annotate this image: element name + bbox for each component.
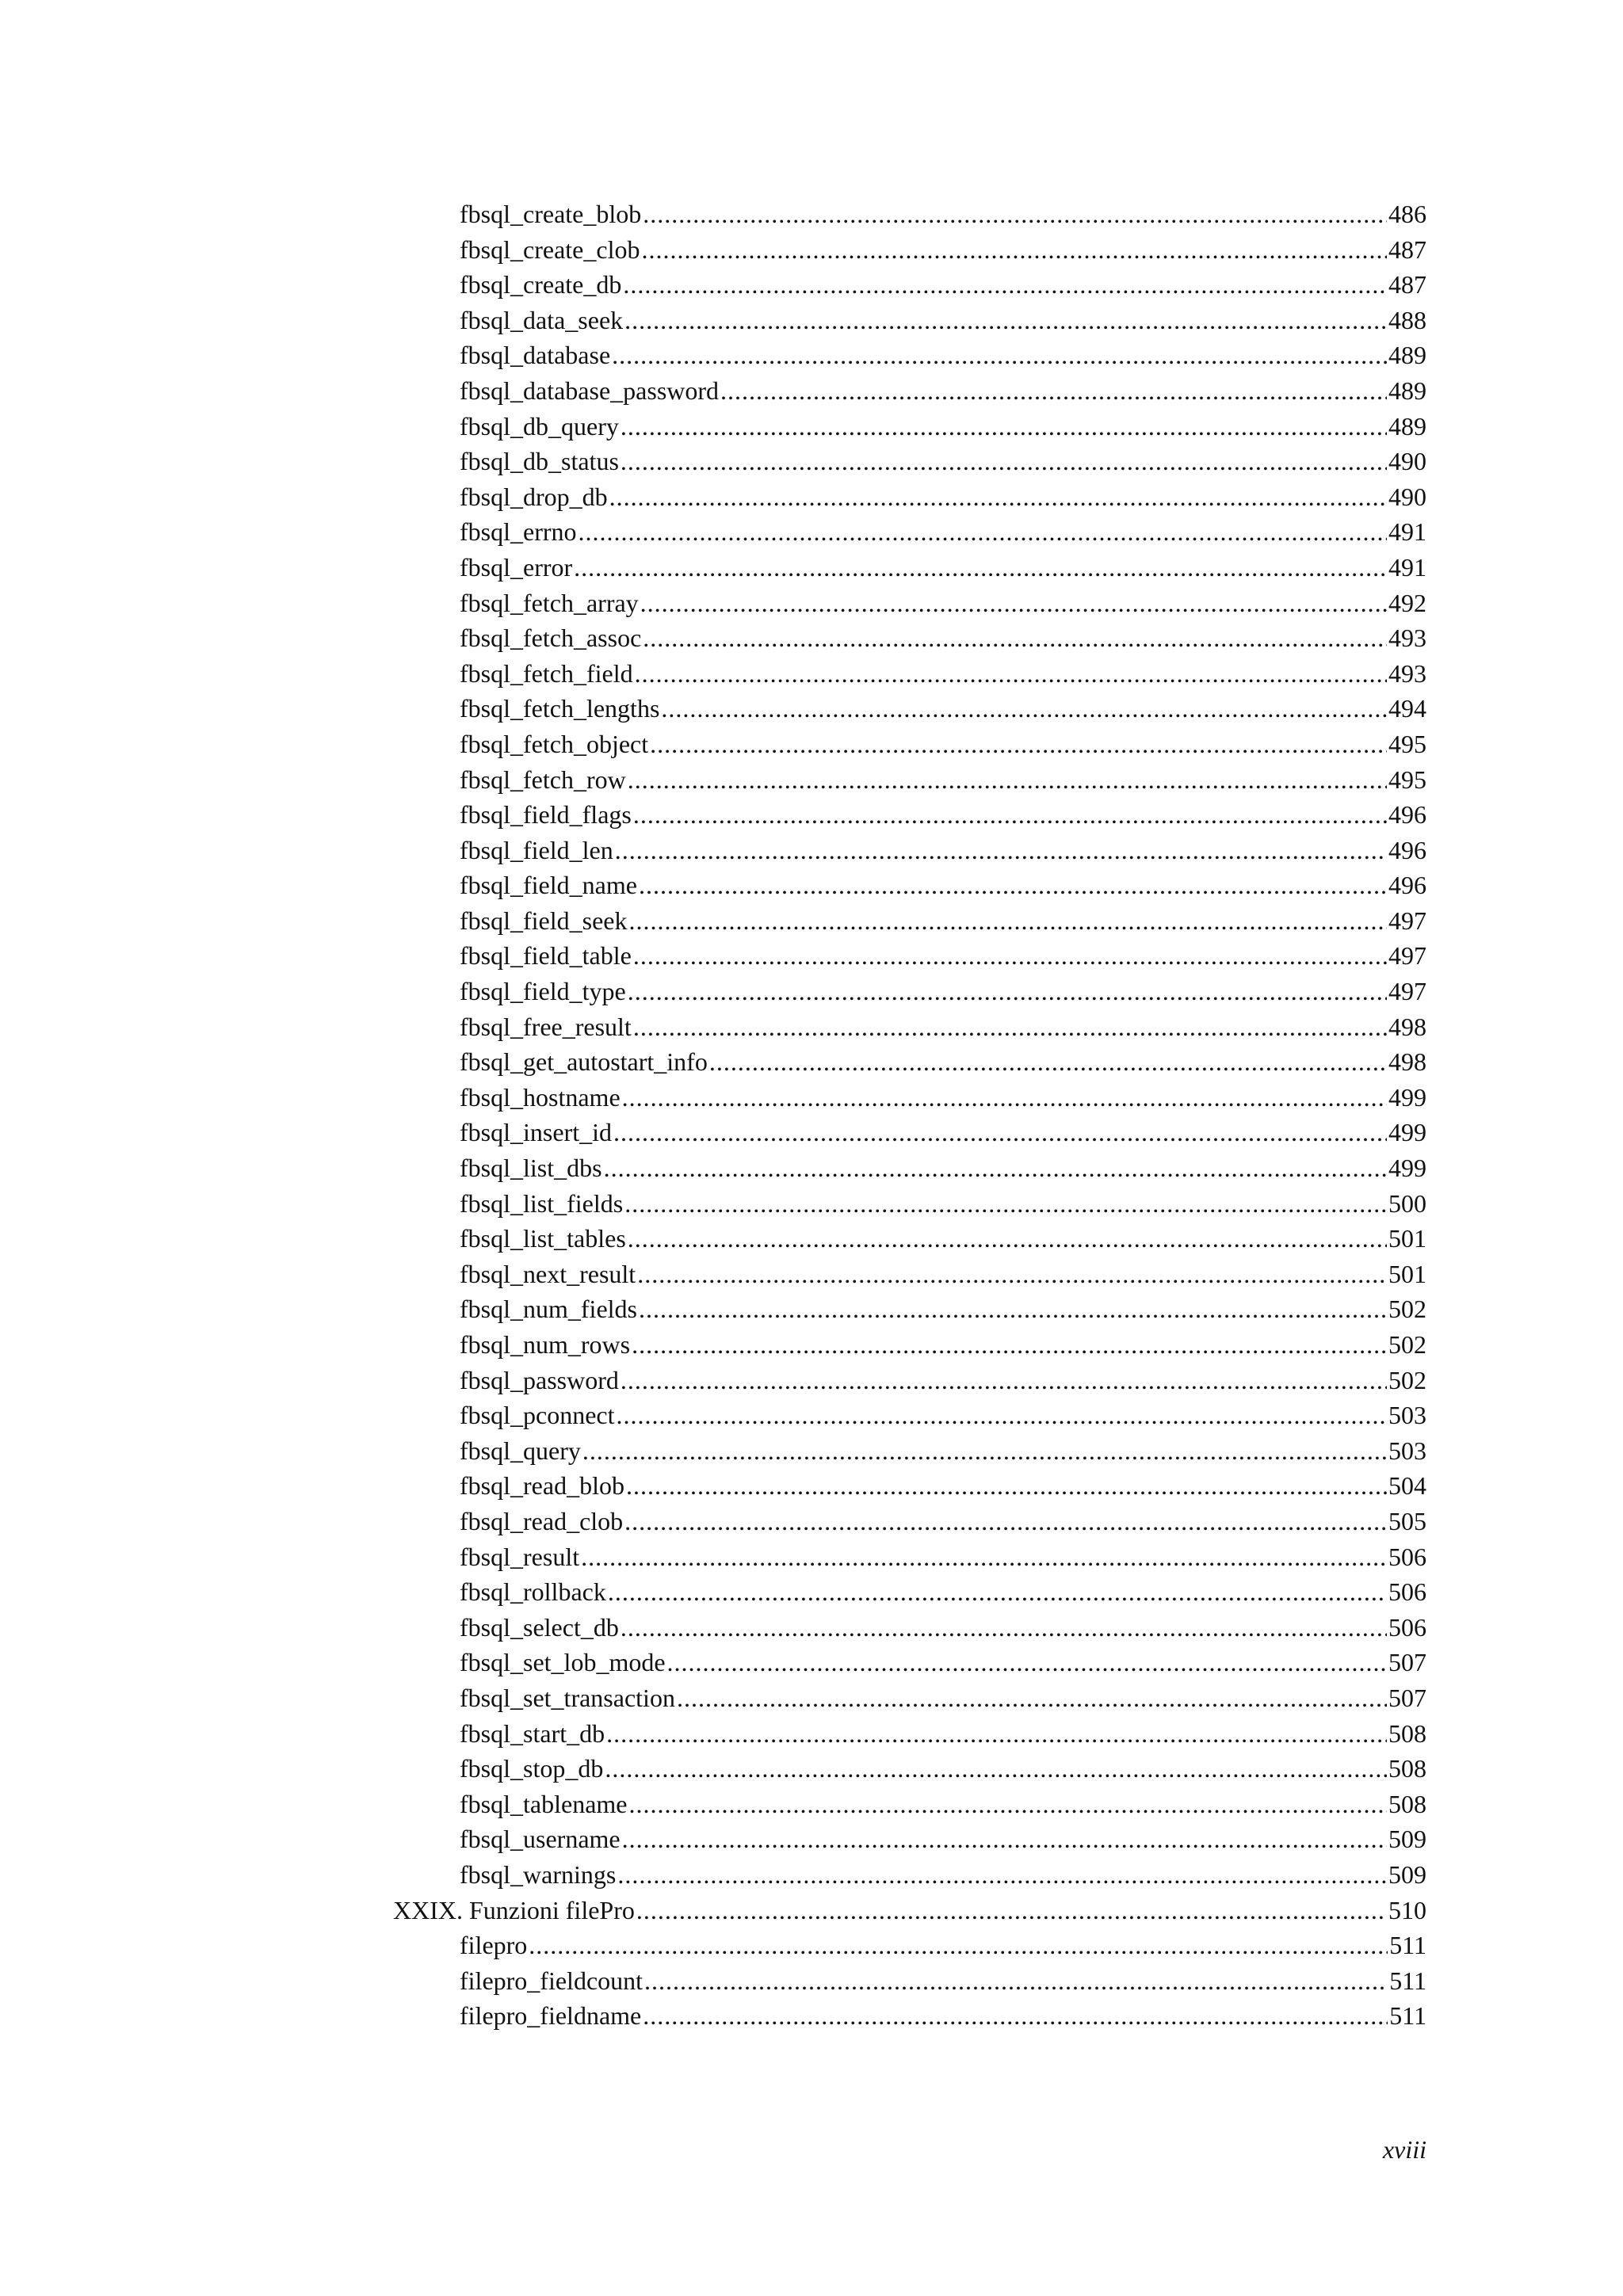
toc-entry-title: filepro_fieldname	[460, 2001, 642, 2031]
toc-entry-page: 491	[1388, 517, 1426, 547]
toc-entry-page: 499	[1388, 1082, 1426, 1112]
toc-leader-dots	[641, 232, 1387, 268]
toc-entry[interactable]	[393, 373, 1426, 409]
toc-entry[interactable]	[393, 1468, 1426, 1504]
toc-entry-title: fbsql_list_fields	[460, 1188, 624, 1218]
toc-entry-page: 511	[1389, 2001, 1426, 2031]
toc-entry[interactable]	[393, 1821, 1426, 1857]
toc-entry-page: 506	[1388, 1577, 1426, 1607]
toc-entry-page: 498	[1388, 1012, 1426, 1041]
toc-entry-page: 497	[1388, 977, 1426, 1006]
toc-entry[interactable]	[393, 1574, 1426, 1610]
toc-entry-title: fbsql_next_result	[460, 1259, 636, 1288]
toc-entry[interactable]	[393, 1963, 1426, 1999]
toc-entry[interactable]	[393, 727, 1426, 762]
toc-entry-title: fbsql_num_fields	[460, 1295, 637, 1324]
toc-entry-title: fbsql_database_password	[460, 376, 720, 405]
toc-entry[interactable]	[393, 762, 1426, 798]
toc-leader-dots	[605, 1751, 1387, 1787]
toc-entry[interactable]	[393, 267, 1426, 303]
toc-entry-page: 490	[1388, 447, 1426, 476]
toc-leader-dots	[606, 1716, 1387, 1752]
toc-chapter-entry[interactable]	[393, 1893, 1426, 1928]
toc-entry-title: fbsql_db_status	[460, 447, 619, 476]
toc-entry[interactable]	[393, 1998, 1426, 2034]
toc-entry-page: 509	[1388, 1859, 1426, 1889]
toc-entry[interactable]	[393, 1398, 1426, 1433]
toc-entry[interactable]	[393, 1363, 1426, 1398]
toc-leader-dots	[720, 373, 1387, 409]
toc-entry-page: 498	[1388, 1047, 1426, 1077]
toc-entry[interactable]	[393, 1857, 1426, 1893]
toc-entry-page: 496	[1388, 871, 1426, 900]
toc-entry-title: fbsql_read_blob	[460, 1471, 624, 1501]
toc-entry[interactable]	[393, 903, 1426, 939]
toc-entry[interactable]	[393, 1433, 1426, 1469]
toc-entry-page: 495	[1388, 729, 1426, 758]
toc-leader-dots	[628, 1221, 1387, 1257]
toc-entry-title: fbsql_list_dbs	[460, 1154, 602, 1183]
toc-leader-dots	[643, 196, 1387, 232]
toc-leader-dots	[529, 1928, 1388, 1963]
toc-entry-page: 494	[1388, 694, 1426, 723]
toc-leader-dots	[624, 303, 1387, 338]
toc-entry[interactable]	[393, 585, 1426, 621]
toc-entry-title: fbsql_fetch_field	[460, 658, 633, 688]
toc-entry-page: 503	[1388, 1436, 1426, 1465]
toc-entry-page: 508	[1388, 1754, 1426, 1783]
toc-entry[interactable]	[393, 868, 1426, 903]
toc-entry-title: fbsql_insert_id	[460, 1118, 612, 1147]
toc-entry[interactable]	[393, 550, 1426, 585]
toc-entry[interactable]	[393, 1080, 1426, 1116]
toc-entry-title: fbsql_create_blob	[460, 200, 642, 228]
toc-entry[interactable]	[393, 196, 1426, 232]
toc-leader-dots	[643, 620, 1387, 656]
toc-entry-page: 486	[1388, 200, 1426, 228]
toc-entry-title: fbsql_field_flags	[460, 800, 632, 830]
toc-leader-dots	[667, 1645, 1387, 1680]
toc-entry[interactable]	[393, 1327, 1426, 1363]
toc-leader-dots	[621, 1610, 1387, 1646]
toc-leader-dots	[640, 585, 1387, 621]
toc-leader-dots	[622, 1080, 1387, 1116]
toc-entry-title: fbsql_data_seek	[460, 305, 624, 334]
toc-entry-title: fbsql_database	[460, 341, 611, 370]
toc-entry-page: 510	[1388, 1895, 1426, 1924]
toc-entry-page: 502	[1388, 1330, 1426, 1359]
toc-entry-title: fbsql_num_rows	[460, 1330, 631, 1359]
toc-entry-page: 489	[1388, 341, 1426, 370]
toc-entry-title: fbsql_fetch_lengths	[460, 694, 660, 723]
toc-entry-page: 502	[1388, 1295, 1426, 1324]
toc-leader-dots	[613, 1115, 1387, 1150]
toc-entry-title: fbsql_fetch_row	[460, 765, 626, 794]
toc-leader-dots	[617, 1398, 1388, 1433]
toc-entry-page: 511	[1389, 1966, 1426, 1995]
toc-leader-dots	[604, 1150, 1387, 1186]
toc-entry-page: 488	[1388, 305, 1426, 334]
toc-entry-title: fbsql_password	[460, 1365, 619, 1394]
toc-leader-dots	[621, 409, 1387, 444]
toc-entry[interactable]	[393, 1539, 1426, 1575]
table-of-contents	[393, 196, 1426, 2034]
toc-leader-dots	[633, 938, 1387, 974]
toc-entry[interactable]	[393, 514, 1426, 550]
toc-entry[interactable]	[393, 1504, 1426, 1539]
toc-leader-dots	[628, 974, 1387, 1009]
toc-entry[interactable]	[393, 938, 1426, 974]
toc-leader-dots	[639, 1291, 1387, 1327]
toc-entry-page: 506	[1388, 1542, 1426, 1571]
toc-entry[interactable]	[393, 797, 1426, 833]
toc-entry-title: fbsql_fetch_object	[460, 729, 649, 758]
toc-entry-page: 496	[1388, 835, 1426, 864]
toc-entry[interactable]	[393, 1680, 1426, 1716]
toc-entry-title: fbsql_start_db	[460, 1718, 605, 1748]
toc-entry-title: fbsql_db_query	[460, 411, 619, 441]
toc-entry-title: filepro	[460, 1931, 528, 1960]
toc-entry-title: fbsql_set_transaction	[460, 1683, 675, 1712]
toc-entry-page: 503	[1388, 1401, 1426, 1430]
toc-entry-page: 495	[1388, 765, 1426, 794]
page-number: xviii	[1382, 2135, 1426, 2164]
toc-entry[interactable]	[393, 1009, 1426, 1045]
toc-leader-dots	[633, 1009, 1387, 1045]
toc-entry-title: fbsql_fetch_assoc	[460, 624, 642, 653]
toc-entry-page: 509	[1388, 1825, 1426, 1854]
toc-entry-page: 507	[1388, 1683, 1426, 1712]
toc-entry-title: fbsql_set_lob_mode	[460, 1648, 666, 1677]
toc-leader-dots	[633, 797, 1387, 833]
toc-leader-dots	[644, 1963, 1388, 1999]
toc-entry[interactable]	[393, 338, 1426, 373]
toc-entry-page: 500	[1388, 1188, 1426, 1218]
toc-entry[interactable]	[393, 444, 1426, 479]
toc-entry-title: fbsql_hostname	[460, 1082, 621, 1112]
toc-entry-page: 490	[1388, 482, 1426, 511]
toc-entry-title: fbsql_create_clob	[460, 235, 640, 264]
toc-entry[interactable]	[393, 1221, 1426, 1257]
toc-entry-page: 505	[1388, 1506, 1426, 1535]
toc-entry-page: 493	[1388, 658, 1426, 688]
toc-entry-title: fbsql_field_name	[460, 871, 637, 900]
toc-leader-dots	[579, 514, 1387, 550]
toc-leader-dots	[650, 727, 1387, 762]
toc-leader-dots	[608, 1574, 1387, 1610]
toc-leader-dots	[612, 338, 1387, 373]
toc-leader-dots	[709, 1044, 1387, 1080]
toc-entry-page: 508	[1388, 1789, 1426, 1818]
toc-leader-dots	[637, 1257, 1387, 1292]
toc-leader-dots	[661, 691, 1387, 727]
toc-entry-page: 491	[1388, 552, 1426, 582]
toc-entry-title: fbsql_query	[460, 1436, 581, 1465]
toc-leader-dots	[626, 1468, 1387, 1504]
toc-entry[interactable]	[393, 232, 1426, 268]
toc-leader-dots	[623, 267, 1387, 303]
toc-entry-page: 489	[1388, 411, 1426, 441]
toc-entry[interactable]	[393, 1257, 1426, 1292]
toc-entry[interactable]	[393, 656, 1426, 692]
toc-entry[interactable]	[393, 691, 1426, 727]
toc-entry-title: fbsql_field_type	[460, 977, 626, 1006]
toc-entry-title: fbsql_list_tables	[460, 1224, 626, 1253]
toc-entry[interactable]	[393, 1186, 1426, 1222]
toc-leader-dots	[621, 1363, 1387, 1398]
toc-entry-title: fbsql_errno	[460, 517, 577, 547]
toc-entry-title: fbsql_pconnect	[460, 1401, 615, 1430]
toc-entry-page: 489	[1388, 376, 1426, 405]
toc-entry-title: fbsql_field_len	[460, 835, 613, 864]
toc-leader-dots	[636, 1893, 1387, 1928]
toc-entry-page: 504	[1388, 1471, 1426, 1501]
toc-entry-title: filepro_fieldcount	[460, 1966, 643, 1995]
toc-entry[interactable]	[393, 1716, 1426, 1752]
toc-entry[interactable]	[393, 620, 1426, 656]
toc-entry-page: 497	[1388, 906, 1426, 935]
toc-entry-title: fbsql_error	[460, 552, 573, 582]
toc-leader-dots	[615, 833, 1387, 868]
toc-entry-page: 501	[1388, 1259, 1426, 1288]
toc-entry-page: 497	[1388, 941, 1426, 971]
toc-entry[interactable]	[393, 1751, 1426, 1787]
toc-entry-page: 499	[1388, 1154, 1426, 1183]
toc-entry-title: fbsql_fetch_array	[460, 588, 639, 617]
toc-entry-title: fbsql_stop_db	[460, 1754, 604, 1783]
toc-leader-dots	[581, 1539, 1387, 1575]
toc-entry[interactable]	[393, 1150, 1426, 1186]
toc-entry-page: 508	[1388, 1718, 1426, 1748]
toc-entry[interactable]	[393, 1044, 1426, 1080]
toc-entry[interactable]	[393, 303, 1426, 338]
toc-leader-dots	[622, 1821, 1387, 1857]
toc-entry[interactable]	[393, 1610, 1426, 1646]
toc-entry[interactable]	[393, 1787, 1426, 1822]
toc-entry-title: fbsql_field_seek	[460, 906, 628, 935]
toc-entry-title: fbsql_warnings	[460, 1859, 617, 1889]
toc-leader-dots	[632, 1327, 1387, 1363]
toc-leader-dots	[624, 1504, 1387, 1539]
toc-entry-title: fbsql_field_table	[460, 941, 632, 971]
toc-entry-page: 506	[1388, 1612, 1426, 1642]
toc-leader-dots	[624, 1186, 1387, 1222]
toc-entry[interactable]	[393, 479, 1426, 515]
toc-leader-dots	[643, 1998, 1388, 2034]
toc-entry-title: fbsql_tablename	[460, 1789, 628, 1818]
toc-leader-dots	[629, 903, 1388, 939]
toc-entry[interactable]	[393, 1291, 1426, 1327]
toc-entry-title: fbsql_rollback	[460, 1577, 606, 1607]
toc-leader-dots	[628, 762, 1387, 798]
toc-entry-title: XXIX. Funzioni filePro	[393, 1895, 635, 1924]
toc-entry[interactable]	[393, 1645, 1426, 1680]
toc-entry[interactable]	[393, 974, 1426, 1009]
toc-leader-dots	[621, 444, 1387, 479]
toc-leader-dots	[574, 550, 1387, 585]
toc-entry-page: 499	[1388, 1118, 1426, 1147]
toc-entry-page: 511	[1389, 1931, 1426, 1960]
toc-entry-title: fbsql_read_clob	[460, 1506, 624, 1535]
toc-entry-title: fbsql_username	[460, 1825, 621, 1854]
toc-entry-page: 487	[1388, 270, 1426, 299]
toc-entry-title: fbsql_result	[460, 1542, 580, 1571]
toc-entry[interactable]	[393, 1928, 1426, 1963]
toc-leader-dots	[628, 1787, 1387, 1822]
toc-entry-page: 496	[1388, 800, 1426, 830]
toc-entry-page: 507	[1388, 1648, 1426, 1677]
toc-entry[interactable]	[393, 1115, 1426, 1150]
toc-entry-page: 493	[1388, 624, 1426, 653]
toc-leader-dots	[635, 656, 1387, 692]
toc-entry-page: 501	[1388, 1224, 1426, 1253]
toc-entry-page: 487	[1388, 235, 1426, 264]
toc-entry-title: fbsql_create_db	[460, 270, 622, 299]
toc-leader-dots	[617, 1857, 1387, 1893]
toc-leader-dots	[677, 1680, 1387, 1716]
toc-entry-title: fbsql_get_autostart_info	[460, 1047, 708, 1077]
toc-entry[interactable]	[393, 409, 1426, 444]
toc-leader-dots	[609, 479, 1387, 515]
toc-entry[interactable]	[393, 833, 1426, 868]
toc-leader-dots	[639, 868, 1387, 903]
toc-entry-page: 502	[1388, 1365, 1426, 1394]
toc-leader-dots	[582, 1433, 1387, 1469]
toc-entry-title: fbsql_drop_db	[460, 482, 608, 511]
toc-entry-title: fbsql_free_result	[460, 1012, 632, 1041]
toc-entry-page: 492	[1388, 588, 1426, 617]
toc-entry-title: fbsql_select_db	[460, 1612, 619, 1642]
